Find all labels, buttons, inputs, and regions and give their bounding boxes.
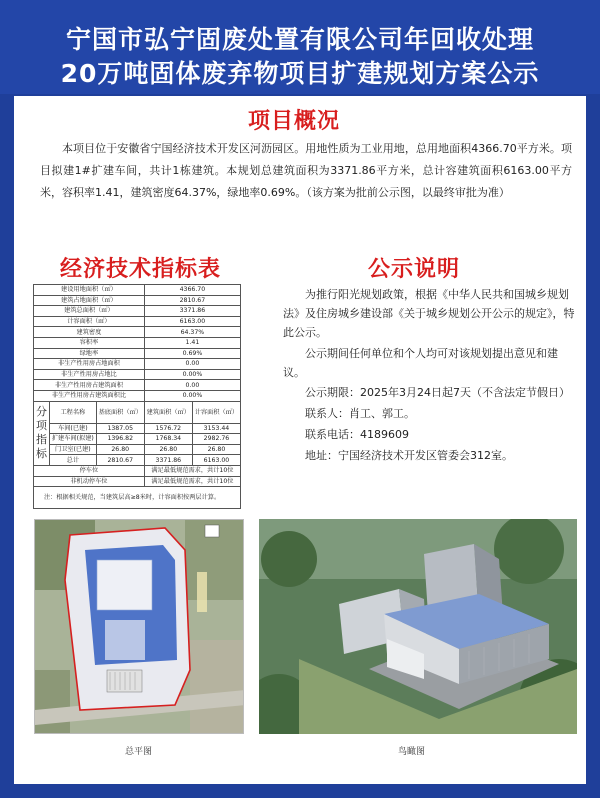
- sub-cell-area: 26.80: [144, 444, 192, 455]
- sub-header-col0: 工程名称: [50, 401, 97, 423]
- indicator-value: 0.00%: [144, 369, 240, 380]
- parking-label: 非机动停车位: [34, 476, 145, 487]
- indicator-value: 64.37%: [144, 327, 240, 338]
- sub-cell-base: 26.80: [96, 444, 144, 455]
- overview-heading: 项目概况: [248, 109, 341, 134]
- site-plan-caption: 总平图: [125, 747, 153, 757]
- sub-cell-far: 2982.76: [192, 434, 240, 445]
- indicator-label: 绿地率: [34, 348, 145, 359]
- indicator-value: 2810.67: [144, 295, 240, 306]
- site-plan-image: [34, 519, 244, 734]
- indicator-row: [34, 295, 241, 306]
- indicator-label: 计容面积（㎡）: [34, 316, 145, 327]
- indicator-row: [34, 348, 241, 359]
- indicator-row: [34, 327, 241, 338]
- sub-cell-base: 1387.05: [96, 423, 144, 434]
- indicator-row: [34, 380, 241, 391]
- indicator-label: 非生产性用房占建筑面积: [34, 380, 145, 391]
- sub-cell-far: 26.80: [192, 444, 240, 455]
- table-note: 注：根据相关规范，当建筑层高≥8米时，计容面积按两层计算。: [34, 487, 241, 509]
- indicator-label: 建筑总面积（㎡）: [34, 306, 145, 317]
- indicator-value: 1.41: [144, 337, 240, 348]
- sub-row: [34, 434, 241, 445]
- notice-para1: 为推行阳光规划政策，根据《中华人民共和国城乡规划法》及住房城乡建设部《关于城乡规划公开公示的规定》，特此公示。: [283, 288, 575, 339]
- site-plan-drawing: [35, 520, 244, 734]
- sub-cell-name: 总计: [50, 455, 97, 466]
- sub-row: [34, 455, 241, 466]
- indicator-row: [34, 316, 241, 327]
- indicator-label: 建筑密度: [34, 327, 145, 338]
- sub-cell-name: 扩建车间(拟建): [50, 434, 97, 445]
- page-title-line1: 宁国市弘宁固废处置有限公司年回收处理: [65, 25, 534, 54]
- sub-cell-name: 车间(已建): [50, 423, 97, 434]
- aerial-view-drawing: [259, 519, 577, 734]
- overview-text: 本项目位于安徽省宁国经济技术开发区河沥园区。用地性质为工业用地，总用地面积4366.70平方米。项目拟建1#扩建车间，共计1栋建筑。本规划总建筑面积为3371.86平方米，总计容建筑面积6163.00平方米，容积率1.41，建筑密度64.37%，绿地率0.69%。（该方案为批前公示图，以最终审批为准）: [40, 142, 572, 199]
- sub-header-col1: 基底面积（㎡）: [96, 401, 144, 423]
- sub-header-col3: 计容面积（㎡）: [192, 401, 240, 423]
- indicator-value: 0.00: [144, 359, 240, 370]
- parking-row: [34, 465, 241, 476]
- indicator-label: 建筑占地面积（㎡）: [34, 295, 145, 306]
- indicator-label: 容积率: [34, 337, 145, 348]
- parking-value: 满足最低规范需求，共计10位: [144, 465, 240, 476]
- aerial-view-image: [259, 519, 577, 734]
- sub-cell-area: 3371.86: [144, 455, 192, 466]
- sub-row: [34, 444, 241, 455]
- sub-index-label: 分项指标: [34, 401, 50, 465]
- parking-value: 满足最低规范需求，共计10位: [144, 476, 240, 487]
- sub-cell-name: 门卫室(已建): [50, 444, 97, 455]
- notice-body: [283, 285, 578, 466]
- indicator-row: [34, 369, 241, 380]
- note-row: [34, 487, 241, 509]
- indicator-value: 4366.70: [144, 285, 240, 296]
- notice-phone: 联系电话：4189609: [305, 428, 409, 441]
- sub-row: [34, 423, 241, 434]
- sub-cell-area: 1768.34: [144, 434, 192, 445]
- indicator-label: 非生产性用房占地面积: [34, 359, 145, 370]
- notice-period: 公示期限：2025年3月24日起7天（不含法定节假日）: [305, 386, 570, 399]
- indicator-row: [34, 306, 241, 317]
- notice-contact: 联系人：肖工、郭工。: [305, 407, 415, 420]
- sub-cell-far: 3153.44: [192, 423, 240, 434]
- indicator-value: 0.00%: [144, 390, 240, 401]
- page-title-line2: 20万吨固体废弃物项目扩建规划方案公示: [60, 59, 540, 88]
- sub-cell-far: 6163.00: [192, 455, 240, 466]
- indicator-value: 3371.86: [144, 306, 240, 317]
- indicator-value: 6163.00: [144, 316, 240, 327]
- indicator-value: 0.69%: [144, 348, 240, 359]
- notice-address: 地址：宁国经济技术开发区管委会312室。: [305, 449, 513, 462]
- sub-header-row: [34, 401, 241, 423]
- indicator-label: 非生产性用房占地比: [34, 369, 145, 380]
- indicators-table: [33, 284, 241, 509]
- parking-row: [34, 476, 241, 487]
- indicator-value: 0.00: [144, 380, 240, 391]
- sub-cell-area: 1576.72: [144, 423, 192, 434]
- indicator-row: [34, 359, 241, 370]
- aerial-caption: 鸟瞰图: [398, 747, 426, 757]
- notice-heading: 公示说明: [368, 257, 461, 282]
- sub-cell-base: 2810.67: [96, 455, 144, 466]
- indicator-row: [34, 337, 241, 348]
- parking-label: 停车位: [34, 465, 145, 476]
- notice-para2: 公示期间任何单位和个人均可对该规划提出意见和建议。: [283, 347, 558, 379]
- indicator-row: [34, 285, 241, 296]
- indicator-label: 非生产性用房占建筑面积比: [34, 390, 145, 401]
- sub-header-col2: 建筑面积（㎡）: [144, 401, 192, 423]
- indicators-heading: 经济技术指标表: [60, 257, 222, 282]
- sub-cell-base: 1396.82: [96, 434, 144, 445]
- indicator-row: [34, 390, 241, 401]
- indicator-label: 建设用地面积（㎡）: [34, 285, 145, 296]
